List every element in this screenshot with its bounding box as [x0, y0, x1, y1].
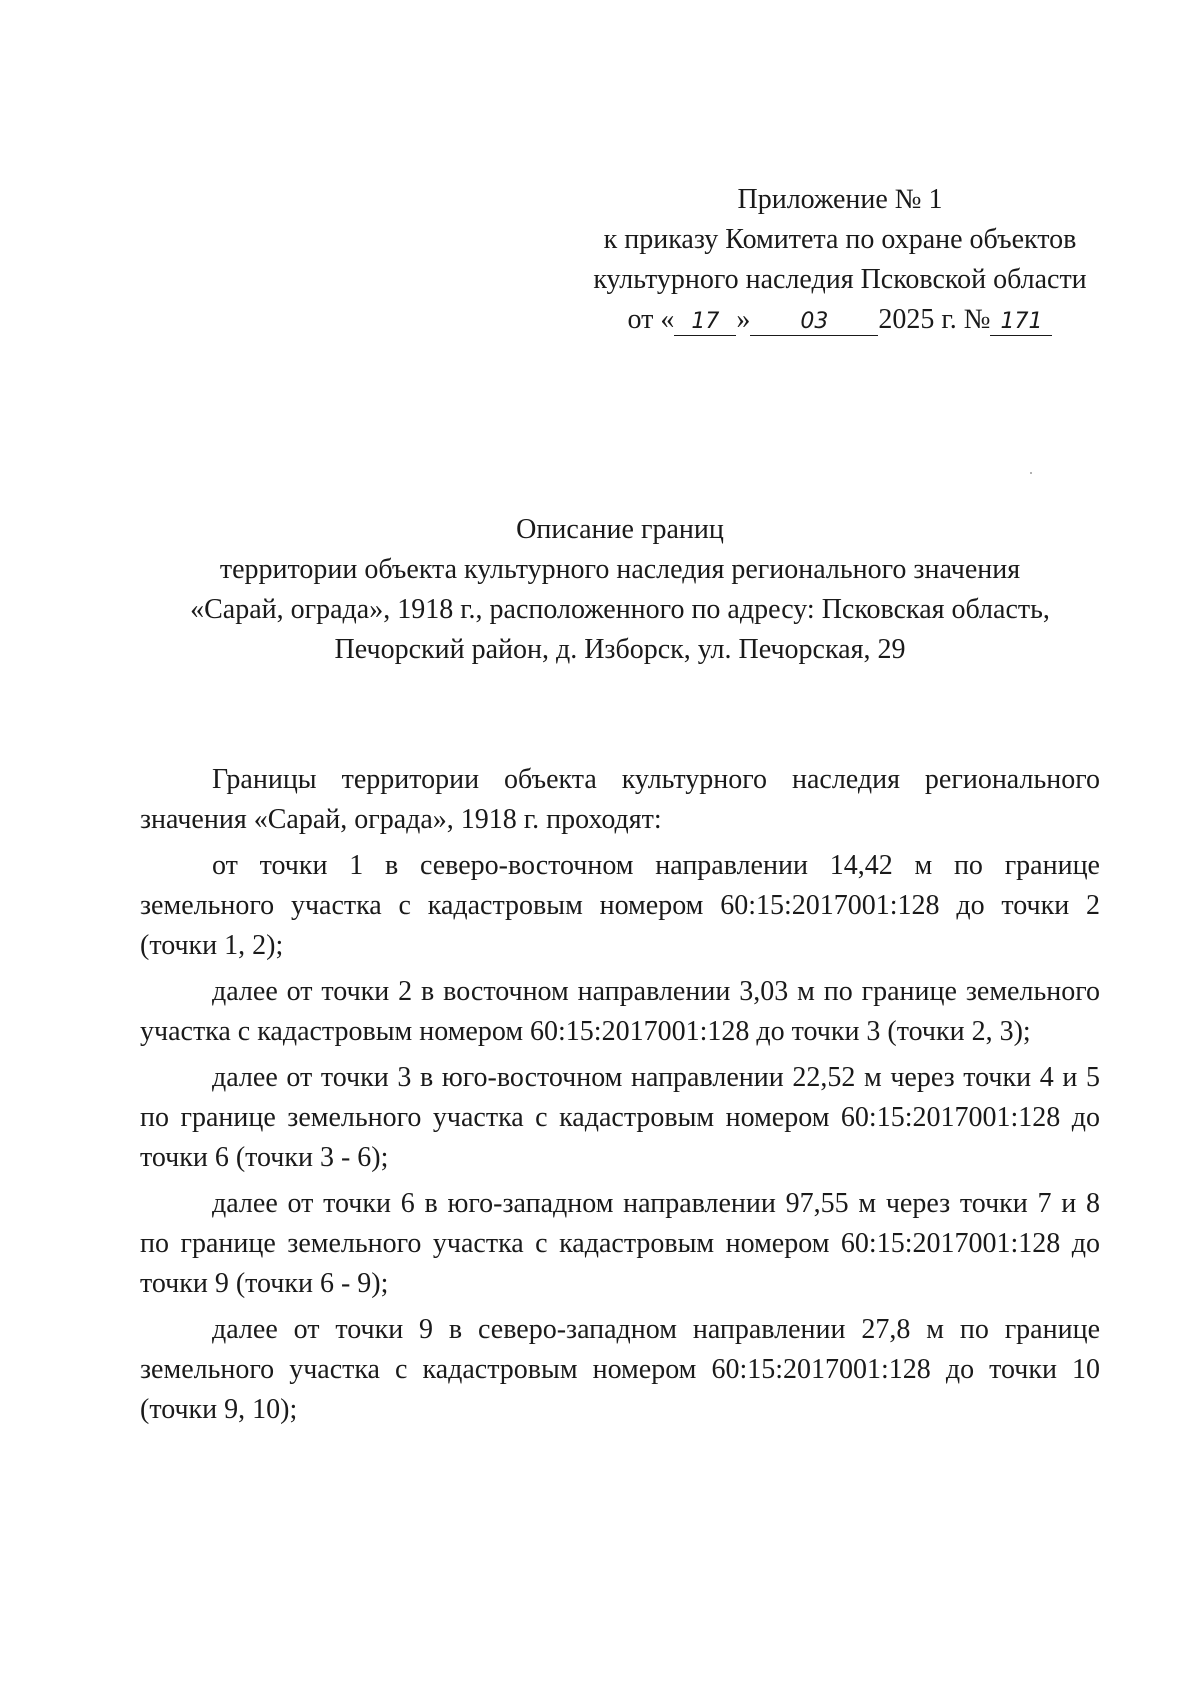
- appendix-line-2: культурного наследия Псковской области: [593, 264, 1087, 295]
- title-line-2: территории объекта культурного наследия регионального значения: [219, 554, 1021, 585]
- body-paragraph: далее от точки 6 в юго-западном направлении 97,55 м через точки 7 и 8 по границе земельного участка с кадастровым номером 60:15:2017001:128 до точки 9 (точки 6 - 9);: [140, 1188, 1100, 1299]
- title-line-3: «Сарай, ограда», 1918 г., расположенного по адресу: Псковская область,: [190, 594, 1050, 625]
- title-line-1: Описание границ: [516, 514, 724, 545]
- body-paragraph: от точки 1 в северо-восточном направлении 14,42 м по границе земельного участка с кадастровым номером 60:15:2017001:128 до точки 2 (точки 1, 2);: [140, 850, 1100, 961]
- appendix-title: Приложение № 1: [737, 184, 943, 215]
- body-paragraph: далее от точки 9 в северо-западном направлении 27,8 м по границе земельного участка с кадастровым номером 60:15:2017001:128 до точки 10 (точки 9, 10);: [140, 1314, 1100, 1425]
- body-paragraph: Границы территории объекта культурного наследия регионального значения «Сарай, ограда», 1918 г. проходят:: [140, 764, 1100, 835]
- document-title: [140, 510, 1100, 670]
- appendix-line-1: к приказу Комитета по охране объектов: [603, 224, 1077, 255]
- document-body: [140, 760, 1100, 1436]
- body-paragraph: далее от точки 2 в восточном направлении 3,03 м по границе земельного участка с кадастровым номером 60:15:2017001:128 до точки 3 (точки 2, 3);: [140, 976, 1100, 1047]
- handwritten-month: 03: [750, 309, 878, 336]
- title-line-4: Печорский район, д. Изборск, ул. Печорская, 29: [334, 634, 906, 665]
- date-mid: »: [736, 304, 751, 335]
- appendix-date-line: [560, 300, 1120, 340]
- appendix-header: [560, 180, 1120, 340]
- handwritten-order-number: 171: [990, 309, 1052, 336]
- handwritten-day: 17: [674, 309, 736, 336]
- date-prefix: от «: [627, 304, 675, 335]
- body-paragraph: далее от точки 3 в юго-восточном направлении 22,52 м через точки 4 и 5 по границе земельного участка с кадастровым номером 60:15:2017001:128 до точки 6 (точки 3 - 6);: [140, 1062, 1100, 1173]
- scan-speck: [1030, 472, 1032, 474]
- date-year: 2025 г. №: [878, 304, 991, 335]
